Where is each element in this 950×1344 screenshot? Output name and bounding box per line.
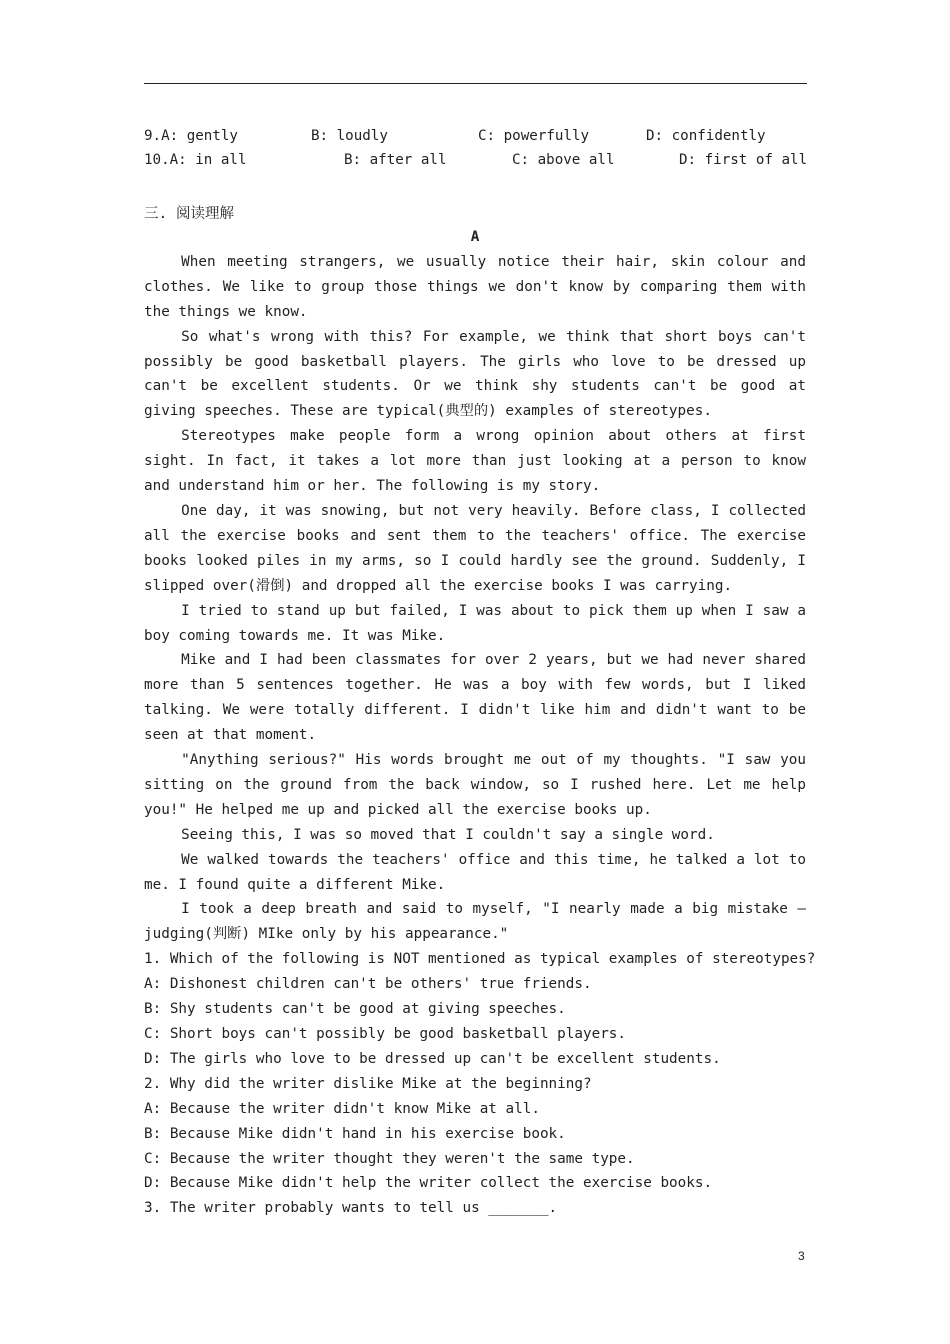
- q10-option-d: D: first of all: [679, 152, 808, 168]
- reading-passage: [144, 225, 816, 1221]
- answer-option: C: Short boys can't possibly be good basketball players.: [144, 1026, 627, 1042]
- paragraph: We walked towards the teachers' office and this time, he talked a lot to me. I found quite a different Mike.: [144, 851, 806, 893]
- paragraph: When meeting strangers, we usually notice their hair, skin colour and clothes. We like to group those things we don't know by comparing them with the things we know.: [144, 253, 806, 320]
- q9-option-a: 9.A: gently: [144, 128, 238, 144]
- answer-option: A: Dishonest children can't be others' true friends.: [144, 976, 592, 993]
- question-1: 1. Which of the following is NOT mentioned as typical examples of stereotypes?: [144, 951, 816, 968]
- question-2: 2. Why did the writer dislike Mike at the beginning?: [144, 1075, 592, 1092]
- q10-option-b: B: after all: [344, 152, 447, 168]
- paragraph: Seeing this, I was so moved that I couldn't say a single word.: [181, 826, 715, 843]
- q9-option-d: D: confidently: [646, 128, 766, 144]
- paragraph: One day, it was snowing, but not very heavily. Before class, I collected all the exercise books and sent them to the teachers' office. The exercise books looked piles in my arms, so I could hardly see the ground. Suddenly, I slipped over(滑倒) and dropped all the exercise books I was carrying.: [144, 502, 806, 594]
- passage-title: A: [470, 229, 480, 245]
- paragraph: Mike and I had been classmates for over 2 years, but we had never shared more than 5 sentences together. He was a boy with few words, but I liked talking. We were totally different. I didn't like him and didn't want to be seen at that moment.: [144, 652, 806, 744]
- answer-option: D: Because Mike didn't help the writer collect the exercise books.: [144, 1175, 713, 1192]
- page-number: 3: [798, 1249, 805, 1263]
- answer-option: A: Because the writer didn't know Mike at all.: [144, 1100, 540, 1117]
- paragraph: Stereotypes make people form a wrong opinion about others at first sight. In fact, it takes a lot more than just looking at a person to know and understand him or her. The following is my story.: [144, 428, 806, 495]
- answer-option: D: The girls who love to be dressed up can't be excellent students.: [144, 1050, 721, 1067]
- paragraph: So what's wrong with this? For example, we think that short boys can't possibly be good basketball players. The girls who love to be dressed up can't be excellent students. Or we think shy students can't be good at giving speeches. These are typical(典型的) examples of stereotypes.: [144, 328, 806, 420]
- answer-option: B: Because Mike didn't hand in his exercise book.: [144, 1125, 566, 1142]
- q9-option-c: C: powerfully: [478, 128, 590, 144]
- paragraph: "Anything serious?" His words brought me out of my thoughts. "I saw you sitting on the ground from the back window, so I rushed here. Let me help you!" He helped me up and picked all the exercise books up.: [144, 752, 806, 818]
- answer-option: B: Shy students can't be good at giving speeches.: [144, 1001, 566, 1018]
- paragraph: I tried to stand up but failed, I was about to pick them up when I saw a boy coming towards me. It was Mike.: [144, 602, 806, 644]
- question-3: 3. The writer probably wants to tell us _______.: [144, 1200, 558, 1217]
- q10-option-a: 10.A: in all: [144, 152, 247, 168]
- header-rule: [144, 83, 807, 84]
- paragraph: I took a deep breath and said to myself, "I nearly made a big mistake — judging(判断) MIke only by his appearance.": [144, 901, 806, 943]
- q10-option-c: C: above all: [512, 152, 615, 168]
- q9-option-b: B: loudly: [311, 128, 388, 144]
- answer-option: C: Because the writer thought they weren't the same type.: [144, 1150, 635, 1167]
- section-title: 三. 阅读理解: [144, 206, 234, 222]
